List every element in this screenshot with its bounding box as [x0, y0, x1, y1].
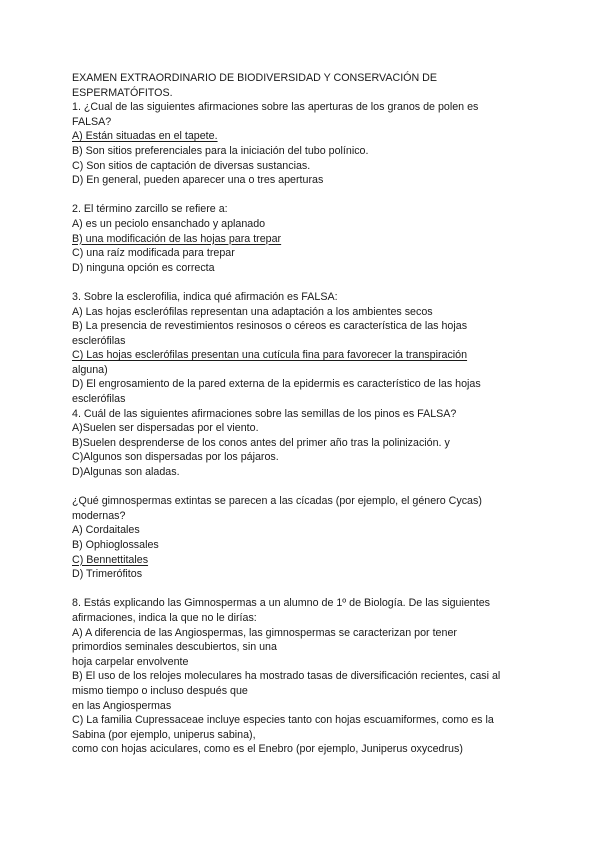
question-8 [72, 596, 542, 757]
answer-option-a: A) A diferencia de las Angiospermas, las gimnospermas se caracterizan por tener [72, 626, 457, 639]
answer-option-b: B) Ophioglossales [72, 539, 159, 551]
answer-option-c: C)Algunos son dispersadas por los pájaros. [72, 451, 279, 464]
answer-option-c: C) Son sitios de captación de diversas sustancias. [72, 159, 311, 172]
answer-option-c-cont: como con hojas aciculares, como es el Enebro (por ejemplo, Juniperus oxycedrus) [72, 743, 463, 756]
exam-title-line: EXAMEN EXTRAORDINARIO DE BIODIVERSIDAD Y CONSERVACIÓN DE [72, 72, 438, 84]
answer-option-a [72, 129, 542, 144]
answer-option-a-cont: primordios seminales descubiertos, sin una [72, 641, 277, 654]
answer-option-c-cont: alguna) [72, 363, 108, 376]
answer-option-b: B) El uso de los relojes moleculares ha mostrado tasas de diversificación recientes, casi al [72, 670, 501, 683]
answer-option-c [72, 348, 542, 363]
selected-answer: C) Bennettitales [72, 553, 149, 566]
selected-answer: B) una modificación de las hojas para trepar [72, 232, 282, 245]
question-text: FALSA? [72, 115, 112, 128]
answer-option-a-cont: hoja carpelar envolvente [72, 655, 189, 668]
selected-answer: C) Las hojas esclerófilas presentan una cutícula fina para favorecer la transpiración [72, 349, 468, 362]
selected-answer: A) Están situadas en el tapete. [72, 130, 218, 143]
answer-option-d: D)Algunas son aladas. [72, 466, 180, 479]
answer-option-d: D) ninguna opción es correcta [72, 261, 215, 274]
question-text: 8. Estás explicando las Gimnospermas a un alumno de 1º de Biología. De las siguientes [72, 597, 490, 610]
answer-option-d-cont: esclerófilas [72, 393, 126, 406]
answer-option-c: C) una raíz modificada para trepar [72, 247, 235, 260]
answer-option-b-cont: en las Angiospermas [72, 699, 172, 712]
answer-option-b: B)Suelen desprenderse de los conos antes del primer año tras la polinización. y [72, 436, 450, 449]
exam-title [72, 71, 542, 100]
answer-option-a: A) Las hojas esclerófilas representan una adaptación a los ambientes secos [72, 305, 433, 318]
answer-option-d: D) En general, pueden aparecer una o tres aperturas [72, 174, 324, 187]
answer-option-a: A)Suelen ser dispersadas por el viento. [72, 422, 259, 435]
answer-option-b-cont: esclerófilas [72, 334, 126, 347]
question-text: 2. El término zarcillo se refiere a: [72, 203, 228, 216]
exam-title-line: ESPERMATÓFITOS. [72, 86, 173, 99]
question-3 [72, 290, 542, 480]
question-text: 1. ¿Cual de las siguientes afirmaciones sobre las aperturas de los granos de polen es [72, 101, 479, 114]
question-text: modernas? [72, 509, 126, 522]
answer-option-b-cont: mismo tiempo o incluso después que [72, 684, 248, 697]
answer-option-c: C) La familia Cupressaceae incluye especies tanto con hojas escuamiformes, como es la [72, 714, 494, 727]
question-5 [72, 494, 542, 582]
question-1 [72, 100, 542, 188]
answer-option-a: A) es un peciolo ensanchado y aplanado [72, 217, 266, 230]
answer-option-a: A) Cordaitales [72, 524, 140, 537]
question-text: ¿Qué gimnospermas extintas se parecen a las cícadas (por ejemplo, el género Cycas) [72, 495, 482, 508]
answer-option-b: B) Son sitios preferenciales para la iniciación del tubo polínico. [72, 144, 369, 157]
question-2 [72, 202, 542, 275]
exam-content [72, 71, 542, 757]
answer-option-c [72, 553, 542, 568]
answer-option-d: D) Trimerófitos [72, 568, 143, 581]
answer-option-b: B) La presencia de revestimientos resinosos o céreos es característica de las hojas [72, 320, 468, 333]
answer-option-b [72, 232, 542, 247]
question-text: 3. Sobre la esclerofilia, indica qué afirmación es FALSA: [72, 290, 338, 303]
question-text: afirmaciones, indica la que no le dirías: [72, 611, 257, 624]
answer-option-d: D) El engrosamiento de la pared externa de la epidermis es característico de las hojas [72, 378, 481, 391]
answer-option-c-cont: Sabina (por ejemplo, uniperus sabina), [72, 728, 256, 741]
question-4-text: 4. Cuál de las siguientes afirmaciones sobre las semillas de los pinos es FALSA? [72, 407, 457, 420]
